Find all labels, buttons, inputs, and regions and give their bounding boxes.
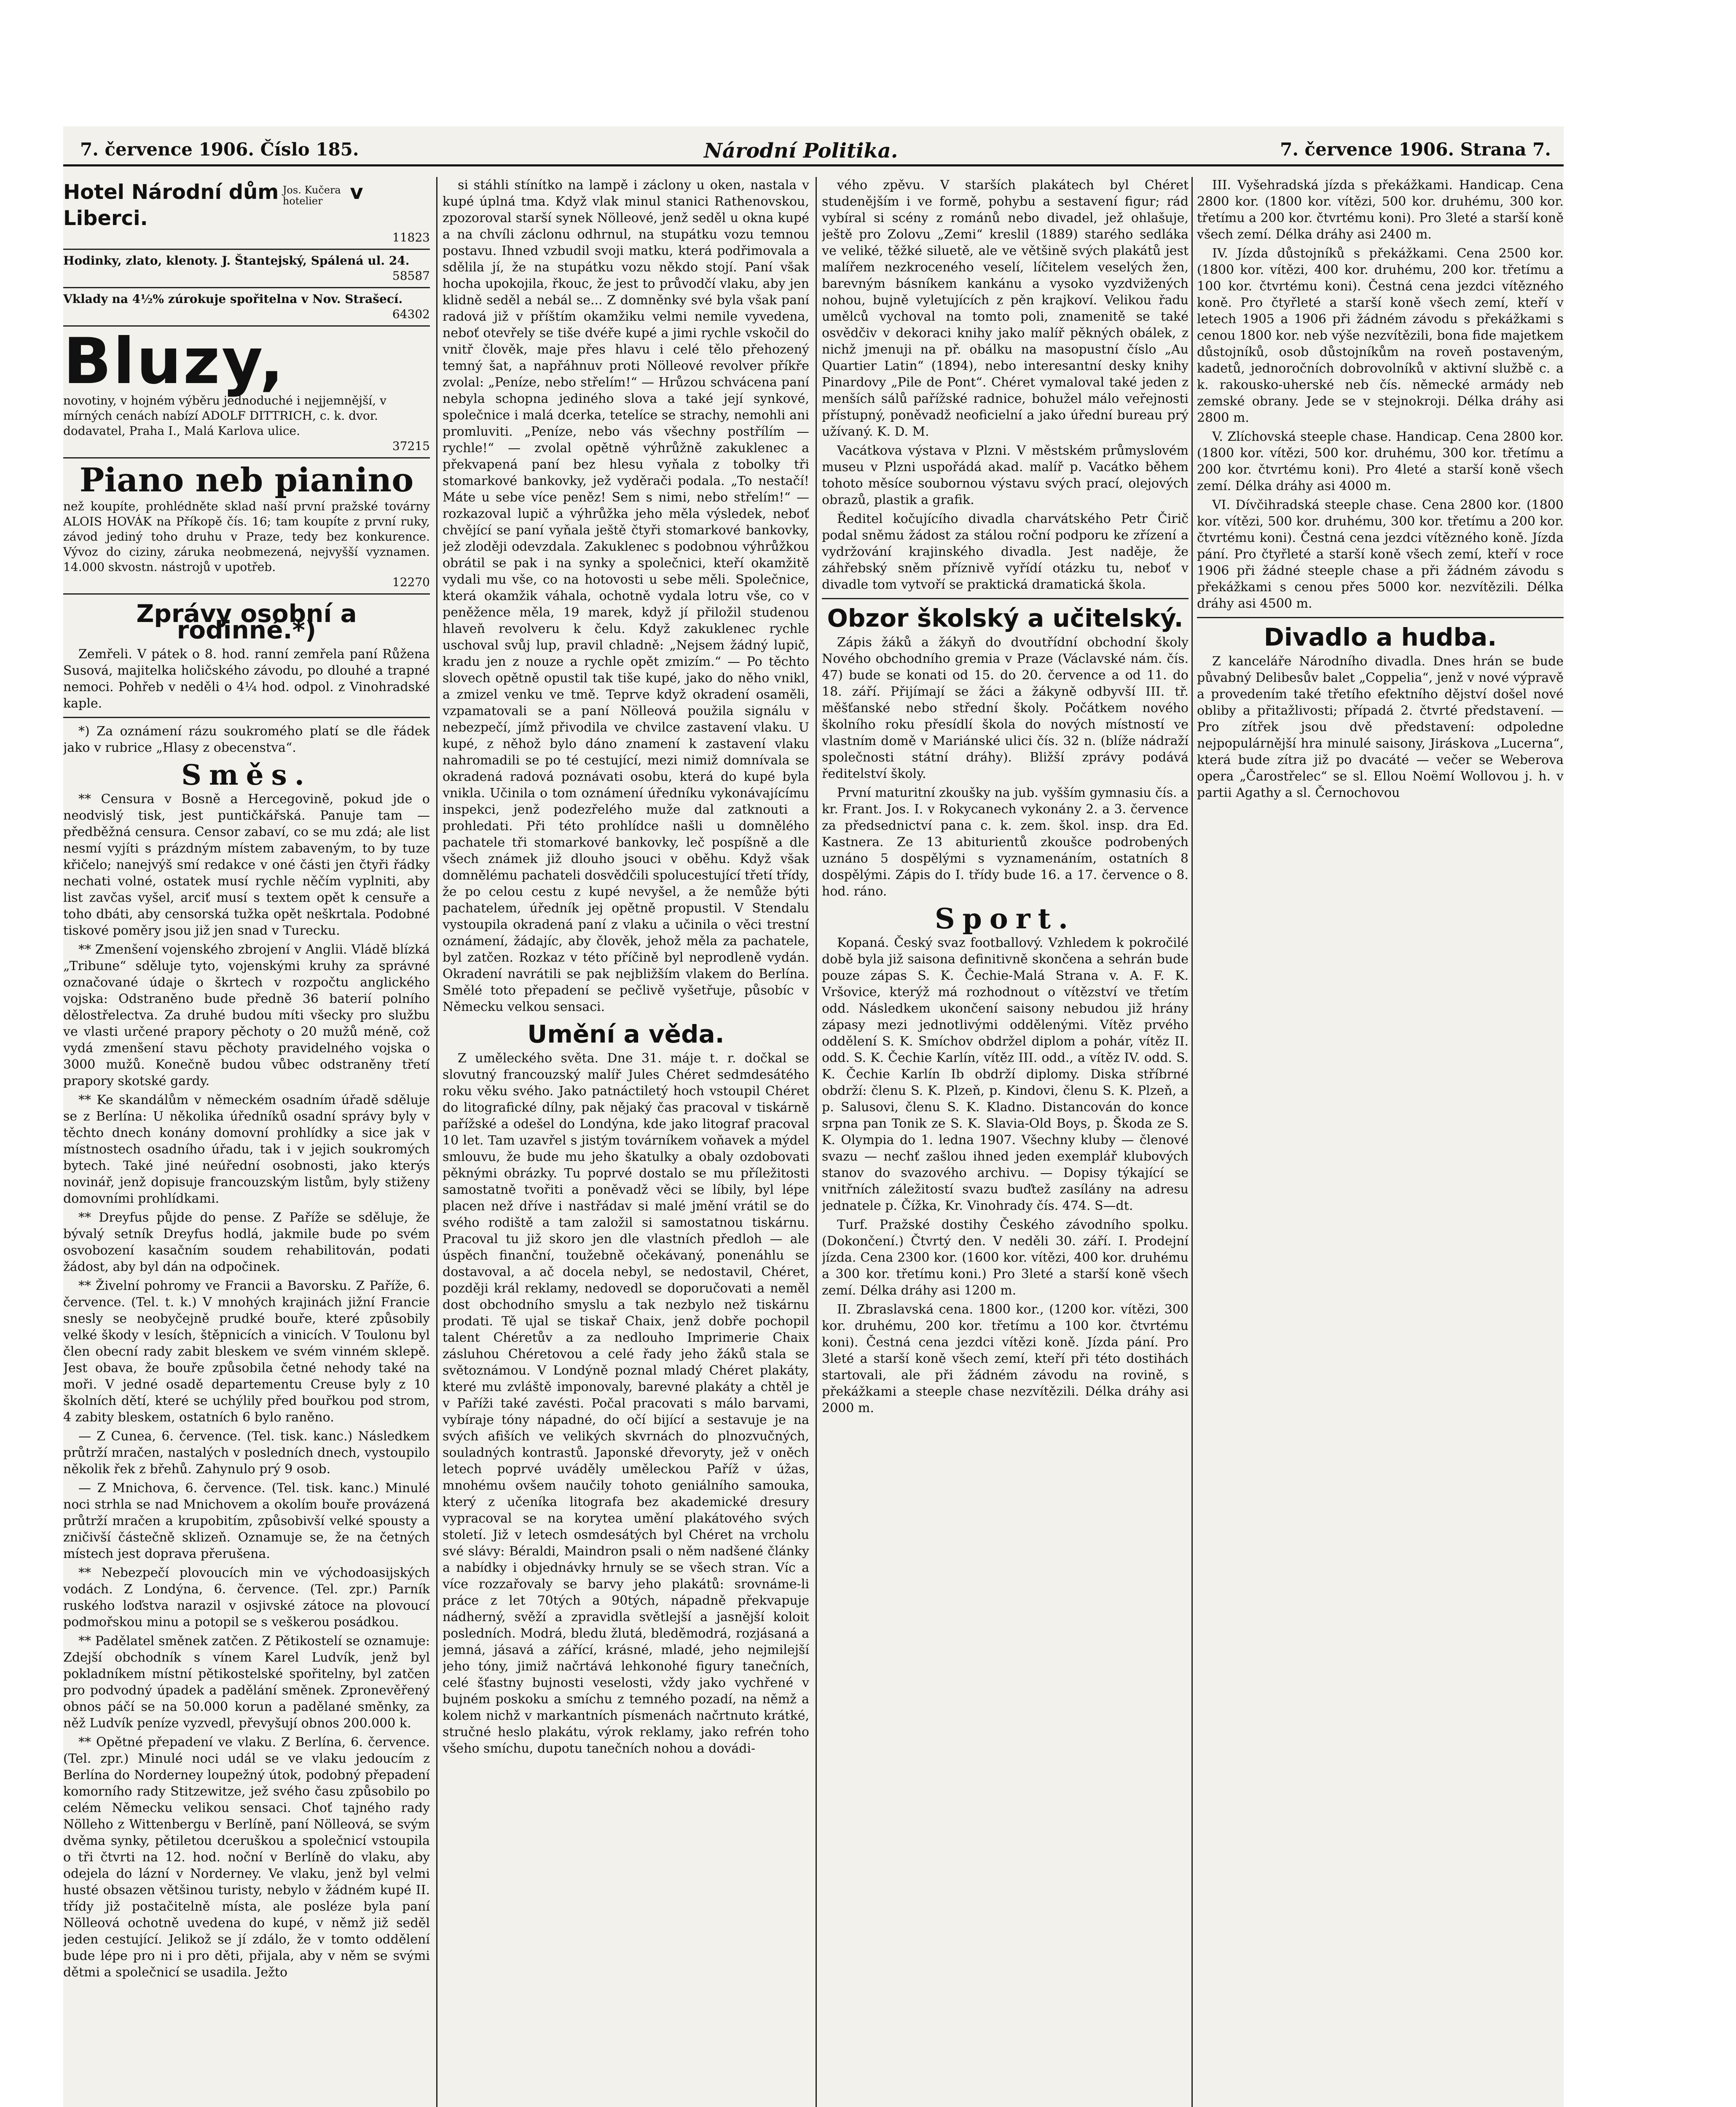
column-rule bbox=[816, 177, 817, 2107]
separator bbox=[63, 717, 430, 718]
article-paragraph: ** Nebezpečí plovoucích min ve východoasijských vodách. Z Londýna, 6. července. (Tel. zpr.) Parník ruského loďstva narazil v osjivské zátoce na plovoucí podmořskou minu a potopil se s veškerou posádkou. bbox=[63, 1566, 430, 1630]
article-paragraph: ** Censura v Bosně a Hercegovině, pokud jde o neodvislý tisk, jest puntičkářská. Panuje tam — předběžná censura. Censor zabaví, co se mu zdá; ale list nesmí vyjíti s prázdným místem zabaveným, to by tuze křičelo; nanejvýš smí redakce v oné části jen čtyři řádky nechati volné, ostatek musí rychle něčím vyplniti, aby list zavčas vyšel, arciť musí s textem opět k censuře a toho dbáti, aby censorská tužka opět neškrtala. Podobné tiskové poměry jsou již jen snad v Turecku. bbox=[63, 792, 430, 938]
ad-hotel-city: v Liberci. bbox=[63, 180, 363, 230]
article-paragraph: Z kanceláře Národního divadla. Dnes hrán se bude půvabný Delibesův balet „Coppelia“, jenž v nové výpravě a provedením také třetího efektního dějství došel nové obliby a přitažlivosti; případá 2. čtvrté představení. — Pro zítřek jsou dvě představení: odpoledne nejpopulárnější hra minulé saisony, Jiráskova „Lucerna“, která bude zítra již po dvacáté — večer se Weberova opera „Čarostřelec“ se sl. Ellou Noëmí Wollovou j. h. v partii Agathy a sl. Černochovou bbox=[1197, 654, 1564, 800]
section-title-sport: Sport. bbox=[934, 902, 1076, 935]
article-paragraph: ** Živelní pohromy ve Francii a Bavorsku. Z Paříže, 6. července. (Tel. t. k.) V mnohých krajinách jižní Francie snesly se neobyčejně prudké bouře, které způsobily velké škody v lesích, štěpnicích a vinicích. V Toulonu byl člen obecní rady zabit bleskem ve svém vinném sklepě. Jest obava, že bouře způsobila četné nehody také na moři. V jedné osadě departementu Creuse byly z 10 školních dětí, které se uchýlily před bouřkou pod strom, 4 zabity bleskem, ostatních 6 bylo raněno. bbox=[63, 1279, 430, 1425]
article-paragraph: Vacátkova výstava v Plzni. V městském průmyslovém museu v Plzni uspořádá akad. malíř p. Vacátko během tohoto měsíce soubornou výstavu svých prací, olejových obrazů, plastik a grafik. bbox=[822, 443, 1189, 507]
ad-bluzy-title: Bluzy, bbox=[63, 325, 285, 398]
ad-bluzy-number: 37215 bbox=[392, 439, 430, 453]
column-rule bbox=[436, 177, 437, 2107]
article-paragraph: V. Zlíchovská steeple chase. Handicap. Cena 2800 kor. (1800 kor. vítězi, 500 kor. druhému, 300 kor. třetímu a 200 kor. čtvrtému koni). Pro 4leté a starší koně všech zemí. Délka dráhy asi 4000 m. bbox=[1197, 429, 1564, 493]
ad-hotel-title: Hotel Národní dům bbox=[63, 180, 279, 204]
ad-piano-title: Piano neb pianino bbox=[79, 461, 414, 499]
header-date-page: 7. července 1906. Strana 7. bbox=[1280, 139, 1551, 160]
ad-vklady-number: 64302 bbox=[392, 307, 430, 321]
ad-piano-text: než koupíte, prohlédněte sklad naší první pražské továrny ALOIS HOVÁK na Příkopě čís. 16; tam koupíte z první ruky, závod jediný toho druhu v Praze, tedy bez konkurence. Vývoz do ciziny, záruka neobmezená, nejvyšší vyznamen. 14.000 skvostn. nástrojů v upotřeb. bbox=[63, 499, 430, 574]
article-paragraph: ** Ke skandálům v německém osadním úřadě sděluje se z Berlína: U několika úředníků osadní správy byly v těchto dnech konány domovní prohlídky a sice jak v místnostech osadního úřadu, tak i v jejich soukromých bytech. Také jiné neúřední osobnosti, jako kterýs novinář, jenž dopisuje francouzským listům, byly stiženy domovními prohlídkami. bbox=[63, 1093, 430, 1206]
column-4 bbox=[1197, 177, 1564, 2107]
article-paragraph: ** Dreyfus půjde do pense. Z Paříže se sděluje, že bývalý setník Dreyfus hodlá, jakmile bude po svém osvobození kasačním soudem rehabilitován, podati žádost, aby byl dán na odpočinek. bbox=[63, 1210, 430, 1274]
article-paragraph: vého zpěvu. V starších plakátech byl Chéret studenějším i ve formě, pohybu a sestavení figur; rád vybíral si scény z románů nebo divadel, jež ohlašuje, ještě pro Zolovu „Zemi“ kreslil (1889) starého sedláka ve veliké, těžké siluetě, ale ve většině svých plakátů jest malířem nezkroceného veselí, líčitelem veselých žen, barevným básníkem kankánu a vysoko vyzdvižených nohou, bujně vyletujících z pěn krajkoví. Velikou řadu umělců vychoval na tomto poli, znamenitě se také osvědčiv v dekoraci knihy jako malíř pěkných obálek, z nichž jmenuji na př. obálku na masopustní číslo „Au Quartier Latin“ (1894), nebo interesantní desky knihy Pinardovy „Pile de Pont“. Chéret vymaloval také jeden z menších sálů pařížské radnice, bohužel málo veřejnosti přístupný, poněvadž neoficielní a jako úřední bureau prý užívaný. K. D. M. bbox=[822, 178, 1189, 439]
article-paragraph: Zemřeli. V pátek o 8. hod. ranní zemřela paní Růžena Susová, majitelka holičského závodu, po dlouhé a trapné nemoci. Pohřeb v neděli o 4¼ hod. odpol. z Vinohradské kaple. bbox=[63, 647, 430, 711]
article-footnote: *) Za oznámení rázu soukromého platí se dle řádek jako v rubrice „Hlasy z obecenstva“. bbox=[63, 724, 430, 755]
section-title-umeni: Umění a věda. bbox=[527, 1020, 724, 1048]
ad-hodinky-number: 58587 bbox=[392, 269, 430, 283]
newspaper-page bbox=[63, 126, 1564, 2107]
article-paragraph: Kopaná. Český svaz footballový. Vzhledem k pokročilé době byla již saisona definitivně skončena a sehrán bude pouze zápas S. K. Čechie-Malá Strana v. A. F. K. Vršovice, kterýž má rozhodnout o vítězství ve třetím odd. Následkem ukončení saisony nebudou již hrány zápasy mezi jednotlivými oddělenými. Vítěz prvého oddělení S. K. Smíchov obdržel diplom a pohár, vítěz II. odd. S. K. Čechie Karlín, vítěz III. odd., a vítěz IV. odd. S. K. Čechie Karlín Ib obdrží diplomy. Diska stříbrné obdrží: členu S. K. Plzeň, p. Kindovi, členu S. K. Plzeň, a p. Salusovi, členu S. K. Kladno. Distancován do konce srpna pan Tonik ze S. K. Slavia-Old Boys, p. Škoda ze S. K. Olympia do 1. ledna 1907. Všechny kluby — členové svazu — nechť zašlou ihned jeden exemplář klubových stanov do svazového archivu. — Dopisy týkající se vnitřních záležitostí svazu buďtež zasílány na adresu jednatele p. Čížka, Kr. Vinohrady čís. 474. S—dt. bbox=[822, 936, 1189, 1213]
ad-hotel-number: 11823 bbox=[392, 231, 430, 244]
separator bbox=[1197, 617, 1564, 618]
section-title-zpravy: Zprávy osobní a rodinné.*) bbox=[136, 599, 357, 644]
page-header bbox=[63, 139, 1564, 166]
ad-vklady-text: Vklady na 4½% zúrokuje spořitelna v Nov. Strašecí. bbox=[63, 292, 403, 306]
article-paragraph: První maturitní zkoušky na jub. vyšším gymnasiu čís. a kr. Frant. Jos. I. v Rokycanech vykonány 2. a 3. července za předsednictví pana c. k. zem. škol. insp. dra Ed. Kastnera. Ze 13 abiturientů zkoušce podrobených uznáno 5 dospělými s vyznamenáním, ostatních 8 dospělými. Zápis do I. třídy bude 16. a 17. července o 8. hod. ráno. bbox=[822, 785, 1189, 899]
column-2 bbox=[443, 177, 809, 2107]
article-paragraph: ** Padělatel směnek zatčen. Z Pětikostelí se oznamuje: Zdejší obchodník s vínem Karel Ludvík, jenž byl pokladníkem místní pětikostelské spořitelny, byl zatčen pro podvodný úpadek a padělání směnek. Zpronevěřený obnos páčí se na 50.000 korun a padělané směnky, za něž Ludvík peníze vyzvedl, převyšují obnos 200.000 k. bbox=[63, 1634, 430, 1731]
ad-bluzy bbox=[63, 327, 430, 458]
article-paragraph: Ředitel kočujícího divadla charvátského Petr Čirič podal sněmu žádost za stálou roční podporu ke zřízení a vydržování krajinského divadla. Jest naděje, že záhřebský sněm příznivě vyřídí otázku tu, neboť v divadle tom vytvoří se praktická dramatická škola. bbox=[822, 512, 1189, 592]
article-paragraph: IV. Jízda důstojníků s překážkami. Cena 2500 kor. (1800 kor. vítězi, 400 kor. druhému, 200 kor. třetímu a 100 kor. čtvrtému koni). Čestná cena jezdci vítězného koně. Pro čtyřleté a starší koně všech zemí, kteří v letech 1905 a 1906 při žádném závodu s překážkami s cenou 1800 kor. neb výše nezvítězili, bona fide majetkem důstojníků, osob důstojníkům na roveň postaveným, kadetů, jednoročních dobrovolníků v aktivní službě c. a k. rakousko-uherské neb čís. německé armády neb zemské obrany. Jede se v stejnokroji. Délka dráhy asi 2800 m. bbox=[1197, 246, 1564, 425]
ad-hotel-owner: Jos. Kučera hotelier bbox=[282, 184, 341, 207]
article-paragraph: — Z Mnichova, 6. července. (Tel. tisk. kanc.) Minulé noci strhla se nad Mnichovem a okolím bouře provázená průtrží mračen a krupobitím, způsobivší velké spousty a zničivší částečně sklizeň. Oznamuje se, že na četných místech jest doprava přerušena. bbox=[63, 1481, 430, 1561]
ad-vklady bbox=[63, 288, 430, 327]
ad-piano bbox=[63, 458, 430, 595]
article-paragraph: ** Zmenšení vojenského zbrojení v Anglii. Vládě blízká „Tribune“ sděluje tyto, vojenskými kruhy za správné označované údaje o škrtech v rozpočtu anglického vojska: Odstraněno bude předně 36 baterií polního dělostřelectva. Za druhé budou míti všecky pro službu ve vlasti určené prapory pěchoty o 20 mužů méně, což vydá zmenšení stavu pěchoty pravidelného vojska o 3000 mužů. Konečně budou vůbec odstraněny třetí prapory skotské gardy. bbox=[63, 942, 430, 1088]
section-title-divadlo: Divadlo a hudba. bbox=[1264, 623, 1497, 651]
article-paragraph: si stáhli stínítko na lampě i záclony u oken, nastala v kupé úplná tma. Když vlak minul stanici Rathenovskou, zpozoroval starší synek Nölleové, jenž seděl u okna kupé a na chvíli záclonu odhrnul, na stupátku vozu temnou postavu. Ihned vzbudil svoji matku, která podřimovala a sdělila jí, že na stupátku vozu někdo stojí. Paní však hocha upokojila, řkouc, že jest to průvodčí vlaku, aby jen klidně seděl a nebál se... Z domněnky své byla však paní radová již v příštím okamžiku velmi nemile vyvedena, neboť otevřely se tiše dvéře kupé a jimi rychle vskočil do vnitř člověk, maje přes hlavu i celé tělo přehozený temný šat, a napřáhnuv proti Nölleové revolver příkře zvolal: „Peníze, nebo střelím!“ — Hrůzou schvácena paní nebyla schopna jediného slova a také její synkové, společnice i malá dcerka, tetelíce se strachy, nemohli ani promluviti. „Peníze, nebo vás všechny postřílím — rychle!“ — zvolal opětně výhrůžně zakuklenec a překvapená paní bez hlesu vyňala z tobolky tři stomarkové bankovky, jež vyděrači podala. „To nestačí! Máte u sebe více peněz! Sem s nimi, nebo střelím!“ — rozkazoval lupič a výhrůžka jeho měla výsledek, neboť chvějící se paní vyňala ještě čtyři stomarkové bankovky, jež zloději odevzdala. Zakuklenec s podobnou výhrůžkou obrátil se pak i na synky a společnici, kteří okamžitě vydali mu vše, co na hotovosti u sebe měli. Společnice, která okamžik váhala, ochotně vydala lotru vše, co v peněžence měla, 19 marek, když jí přiložil studenou hlaveň revolveru k čelu. Když zakuklenec rychle uschoval svůj lup, pravil chladně: „Nejsem žádný lupič, kradu jen z nouze a rychle opět zmizím.“ — Po těchto slovech opětně opustil tak tiše kupé, jako do něho vnikl, a zmizel venku ve tmě. Teprve když okradení osaměli, vzpamatovali se a paní Nölleová použila signálu v nebezpečí, jímž přivodila ve chvilce zastavení vlaku. U kupé, z něhož bylo dáno znamení k zastavení vlaku nahromadili se po té cestující, mezi nimiž domnívala se okradená radová poznávati osobu, která do kupé byla vnikla. Učinila o tom oznámení úředníku vykonávajícímu inspekci, jenž podezřelého muže dal zatknouti a prohledati. Při této prohlídce našli u domnělého pachatele tři stomarkové bankovky, leč pospíšně a dle všech známek již dlouho jsouci v oběhu. Když však domnělému pachateli dosvědčili spolucestující třetí třídy, že po celou cestu z kupé nevyšel, a že nemůže býti pachatelem, úředník jej opětně propustil. V Stendalu vystoupila okradená paní z vlaku a učinila o věci trestní oznámení, žádajíc, aby člověk, jehož měla za pachatele, byl zatčen. Rozkaz v této příčině byl neprodleně vydán. Okradení navrátili se pak nejbližším vlakem do Berlína. Smělé toto přepadení se pečlivě vyšetřuje, působíc v Německu velkou sensaci. bbox=[443, 178, 809, 1014]
article-paragraph: III. Vyšehradská jízda s překážkami. Handicap. Cena 2800 kor. (1800 kor. vítězi, 500 kor. druhému, 300 kor. třetímu a 200 kor. čtvrtému koni). Pro 3leté a starší koně všech zemí. Délka dráhy asi 2400 m. bbox=[1197, 178, 1564, 242]
article-paragraph: II. Zbraslavská cena. 1800 kor., (1200 kor. vítězi, 300 kor. druhému, 200 kor. třetímu a 100 kor. čtvrtému koni). Čestná cena jezdci vítězi koně. Jízda pání. Pro 3leté a starší koně všech zemí, kteří při této dostihách startovali, ale při žádném závodu na rovině, s překážkami a steeple chase nezvítězili. Délka dráhy asi 2000 m. bbox=[822, 1302, 1189, 1415]
ad-hotel bbox=[63, 177, 430, 250]
article-paragraph: Z uměleckého světa. Dne 31. máje t. r. dočkal se slovutný francouzský malíř Jules Chéret sedmdesátého roku věku svého. Jako patnáctiletý hoch vstoupil Chéret do litografické dílny, pak nějaký čas pracoval v tiskárně pařížské a odešel do Londýna, kde jako litograf pracoval 10 let. Tam uzavřel s jistým továrníkem voňavek a mýdel smlouvu, že bude mu jeho škatulky a obaly ozdobovati pěknými obrázky. Tu poprvé dostalo se mu příležitosti samostatně tvořiti a poněvadž věci se líbily, byl lépe placen než dříve i nastřádav si malé jmění vrátil se do svého rodiště a tam založil si samostatnou tiskárnu. Pracoval tu již skoro jen dle vlastních předloh — ale úspěch finanční, toužebně očekávaný, ponenáhlu se dostavoval, a ač docela nebyl, se nedostavil, Chéret, později král reklamy, nedovedl se doporučovati a neměl dost obchodního smyslu a tak nezbylo než tiskárnu prodati. Tě ujal se tiskař Chaix, jenž dobře pochopil talent Chéretův a za nedlouho Imprimerie Chaix zásluhou Chéretovou a celé řady jeho žáků stala se světoznámou. V Londýně poznal mladý Chéret plakáty, které mu zvláště imponovaly, barevné plakáty a chtěl je v Paříži také zavésti. Počal pracovati s málo barvami, vybíraje tóny nápadné, do očí bijící a sestavuje je na svých afiších ve velikých skvrnách do plnozvučných, souladných kontrastů. Japonské dřevoryty, jež v oněch letech poprvé uváděly uměleckou Paříž v úžas, mnohému ovšem naučily tohoto geniálního samouka, který z učeníka litografa bez akademické dresury vypracoval se na korytea umění plakátového svých století. Již v letech osmdesátých byl Chéret na vrcholu své slávy: Béraldi, Maindron psali o něm nadšené články a nabídky i objednávky hrnuly se se všech stran. Víc a více rozzařovaly se barvy jeho plakátů: srovnáme-li práce z let 70tých a 90tých, nápadně překvapuje nádherný, svěží a zpravidla světlejší a jasnější koloit posledních. Modrá, bledu žlutá, bleděmodrá, rozjásaná a jemná, jásavá a zářící, krásné, mladé, jeho nejmilejší jeho tóny, jimiž načrtává lehkonohé figury tanečních, celé šťastny bujnosti veselosti, vždy jako vychřené v bujném poskoku a smíchu z temného pozadí, na němž a kolem nichž v markantních písmenách načrtnuto krátké, stručné heslo plakátu, výrok reklamy, jako refrén toho všeho smíchu, dupotu tanečních nohou a dovádi- bbox=[443, 1051, 809, 1756]
column-1 bbox=[63, 177, 430, 2107]
header-date-issue: 7. července 1906. Číslo 185. bbox=[80, 139, 359, 160]
column-rule bbox=[1191, 177, 1193, 2107]
ad-hodinky bbox=[63, 250, 430, 288]
article-paragraph: Zápis žáků a žákyň do dvoutřídní obchodní školy Nového obchodního gremia v Praze (Václavské nám. čís. 47) bude se konati od 15. do 20. července a od 11. do 18. září. Přijímají se žáci a žákyně odbyvší III. tř. měšťanské nebo střední školy. Počátkem nového školního roku přesídlí škola do nových místností ve vlastním domě v Mariánské ulici čís. 32 n. (blíže nádraží společnosti státní dráhy). Bližší zprávy podává ředitelství školy. bbox=[822, 635, 1189, 781]
column-3 bbox=[822, 177, 1189, 2107]
ad-piano-number: 12270 bbox=[392, 575, 430, 589]
section-title-obzor: Obzor školský a učitelský. bbox=[827, 604, 1183, 633]
separator bbox=[822, 598, 1189, 599]
article-paragraph: VI. Dívčihradská steeple chase. Cena 2800 kor. (1800 kor. vítězi, 500 kor. druhému, 300 kor. třetímu a 200 kor. čtvrtému koni). Čestná cena jezdci vítězného koně. Jízda pání. Pro čtyřleté a starší koně všech zemí, kteří v roce 1906 při žádné steeple chase a při žádném závodu s překážkami s cenou přes 5000 kor. nezvítězili. Délka dráhy asi 4500 m. bbox=[1197, 498, 1564, 611]
section-title-smes: Směs. bbox=[181, 759, 312, 791]
article-paragraph: ** Opětné přepadení ve vlaku. Z Berlína, 6. července. (Tel. zpr.) Minulé noci udál se ve vlaku jedoucím z Berlína do Norderney loupežný útok, podobný přepadení komorního rady Stitzewitze, jež svého času způsobilo po celém Německu velikou sensaci. Choť tajného rady Nölleho z Wittenbergu v Berlíně, paní Nölleová, se svým dvěma synky, pětiletou dceruškou a společnicí vstoupila o tři čtvrti na 12. hod. noční v Berlíně do vlaku, aby odejela do lázní v Norderney. Ve vlaku, jenž byl velmi husté obsazen většinou turisty, nebylo v žádném kupé II. třídy již postačitelně místa, ale posléze byla paní Nölleová ochotně uvedena do kupé, v němž již seděl jeden cestující. Jelikož se jí zdálo, že v tomto oddělení bude lépe pro ni i pro děti, přijala, aby v něm se svými dětmi a společnicí se usadila. Ježto bbox=[63, 1735, 430, 1980]
ad-hodinky-text: Hodinky, zlato, klenoty. J. Štantejský, Spálená ul. 24. bbox=[63, 254, 410, 268]
article-paragraph: Turf. Pražské dostihy Českého závodního spolku. (Dokončení.) Čtvrtý den. V neděli 30. září. I. Prodejní jízda. Cena 2300 kor. (1600 kor. vítězi, 400 kor. druhému a 300 kor. třetímu koni.) Pro 3leté a starší koně všech zemí. Délka dráhy asi 1200 m. bbox=[822, 1217, 1189, 1298]
header-masthead: Národní Politika. bbox=[704, 139, 898, 163]
ad-bluzy-text: novotiny, v hojném výběru jednoduché i nejjemnější, v mírných cenách nabízí ADOLF DITTRICH, c. k. dvor. dodavatel, Praha I., Malá Karlova ulice. bbox=[63, 394, 386, 438]
article-paragraph: — Z Cunea, 6. července. (Tel. tisk. kanc.) Následkem průtrží mračen, nastalých v posledních dnech, vystoupilo několik řek z břehů. Zahynulo prý 9 osob. bbox=[63, 1429, 430, 1477]
